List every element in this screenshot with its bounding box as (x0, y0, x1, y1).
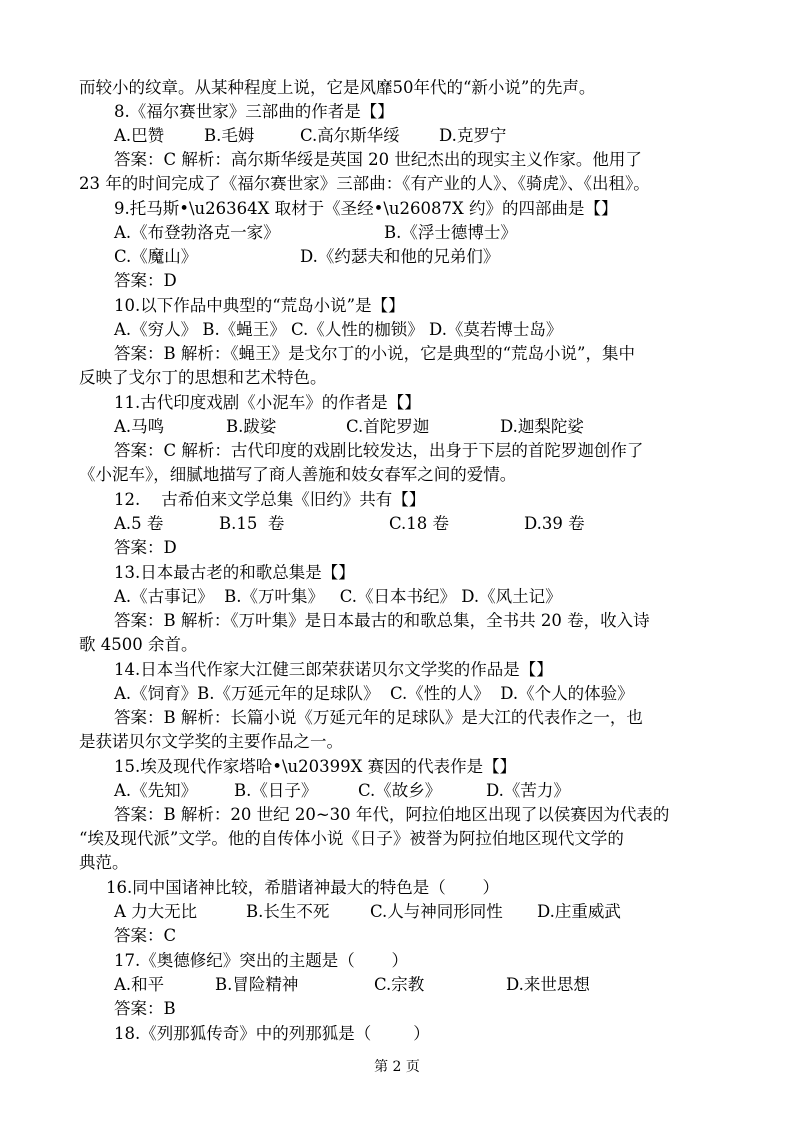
answer-line: 答案：B (114, 999, 176, 1018)
answer-line: 答案：B 解析：20 世纪 20~30 年代，阿拉伯地区出现了以侯赛因为代表的 (114, 805, 670, 824)
option-b: B.毛姆 (204, 126, 255, 145)
option-b: B.冒险精神 (215, 975, 299, 994)
question-15: 15.埃及现代作家塔哈•\u20399X 赛因的代表作是【】 (114, 757, 517, 776)
option-c: C.宗教 (374, 975, 425, 994)
question-14: 14.日本当代作家大江健三郎荣获诺贝尔文学奖的作品是【】 (114, 660, 553, 679)
option-c: C.《故乡》 (358, 781, 442, 800)
option-d: D.39 卷 (524, 514, 585, 533)
option-d: D.克罗宁 (439, 126, 507, 145)
question-13: 13.日本最古老的和歌总集是【】 (114, 563, 355, 582)
text-line: 反映了戈尔丁的思想和艺术特色。 (79, 368, 327, 387)
answer-line: 答案：D (114, 271, 177, 290)
answer-line: 答案：B 解析：长篇小说《万延元年的足球队》是大江的代表作之一，也 (114, 708, 643, 727)
question-9: 9.托马斯•\u26364X 取材于《圣经•\u26087X 约》的四部曲是【】 (114, 199, 618, 218)
option-c: C.人与神同形同性 (370, 902, 503, 921)
answer-line: 答案：C (114, 926, 177, 945)
option-d: D.庄重威武 (537, 902, 621, 921)
option-d: D.来世思想 (506, 975, 590, 994)
option-a: A.和平 (114, 975, 165, 994)
options-line: A.《穷人》 B.《蝇王》 C.《人性的枷锁》 D.《莫若博士岛》 (114, 320, 563, 339)
option-b: B.跋娑 (226, 417, 277, 436)
option-a: A.《布登勃洛克一家》 (114, 223, 280, 242)
option-b: B.15 卷 (219, 514, 285, 533)
option-a: A.巴赞 (114, 126, 165, 145)
option-b: B.长生不死 (246, 902, 330, 921)
answer-line: 答案：C 解析：高尔斯华绥是英国 20 世纪杰出的现实主义作家。他用了 (114, 150, 642, 169)
page-number: 第 2 页 (374, 1059, 420, 1075)
answer-line: 答案：D (114, 538, 177, 557)
answer-line: 答案：B 解析：《蝇王》是戈尔丁的小说，它是典型的“荒岛小说”，集中 (114, 344, 635, 363)
option-c: C.高尔斯华绥 (300, 126, 400, 145)
text-line: 是获诺贝尔文学奖的主要作品之一。 (79, 732, 343, 751)
option-a: A.马鸣 (114, 417, 165, 436)
option-c: C.18 卷 (389, 514, 450, 533)
question-8: 8.《福尔赛世家》三部曲的作者是【】 (114, 102, 394, 121)
answer-line: 答案：B 解析：《万叶集》是日本最古的和歌总集，全书共 20 卷，收入诗 (114, 611, 650, 630)
option-c: C.首陀罗迦 (346, 417, 430, 436)
option-a: A.5 卷 (114, 514, 164, 533)
option-b: B.《浮士德博士》 (384, 223, 517, 242)
question-12: 12. 古希伯来文学总集《旧约》共有【】 (114, 490, 426, 509)
text-line: 而较小的纹章。从某种程度上说，它是风靡50年代的“新小说”的先声。 (79, 78, 596, 97)
option-d: D.迦梨陀娑 (500, 417, 584, 436)
option-b: B.《日子》 (234, 781, 318, 800)
question-10: 10.以下作品中典型的“荒岛小说”是【】 (114, 296, 405, 315)
text-line: 《小泥车》，细腻地描写了商人善施和妓女春军之间的爱情。 (79, 465, 517, 484)
text-line: “埃及现代派”文学。他的自传体小说《日子》被誉为阿拉伯地区现代文学的 (79, 829, 624, 848)
text-line: 典范。 (79, 853, 129, 872)
options-line: A.《饲育》B.《万延元年的足球队》 C.《性的人》 D.《个人的体验》 (114, 684, 634, 703)
option-a: A.《先知》 (114, 781, 198, 800)
option-d: D.《苦力》 (486, 781, 570, 800)
text-line: 歌 4500 余首。 (79, 635, 198, 654)
question-17: 17.《奥德修纪》突出的主题是（ ） (114, 951, 408, 970)
text-line: 23 年的时间完成了《福尔赛世家》三部曲：《有产业的人》、《骑虎》、《出租》。 (79, 174, 650, 193)
question-16: 16.同中国诸神比较，希腊诸神最大的特色是（ ） (106, 878, 499, 897)
question-11: 11.古代印度戏剧《小泥车》的作者是【】 (114, 393, 421, 412)
answer-line: 答案：C 解析：古代印度的戏剧比较发达，出身于下层的首陀罗迦创作了 (114, 441, 644, 460)
question-18: 18.《列那狐传奇》中的列那狐是（ ） (114, 1024, 430, 1043)
option-d: D.《约瑟夫和他的兄弟们》 (300, 247, 500, 266)
option-c: C.《魔山》 (114, 247, 198, 266)
option-a: A 力大无比 (114, 902, 198, 921)
options-line: A.《古事记》 B.《万叶集》 C.《日本书纪》 D.《风土记》 (114, 587, 562, 606)
